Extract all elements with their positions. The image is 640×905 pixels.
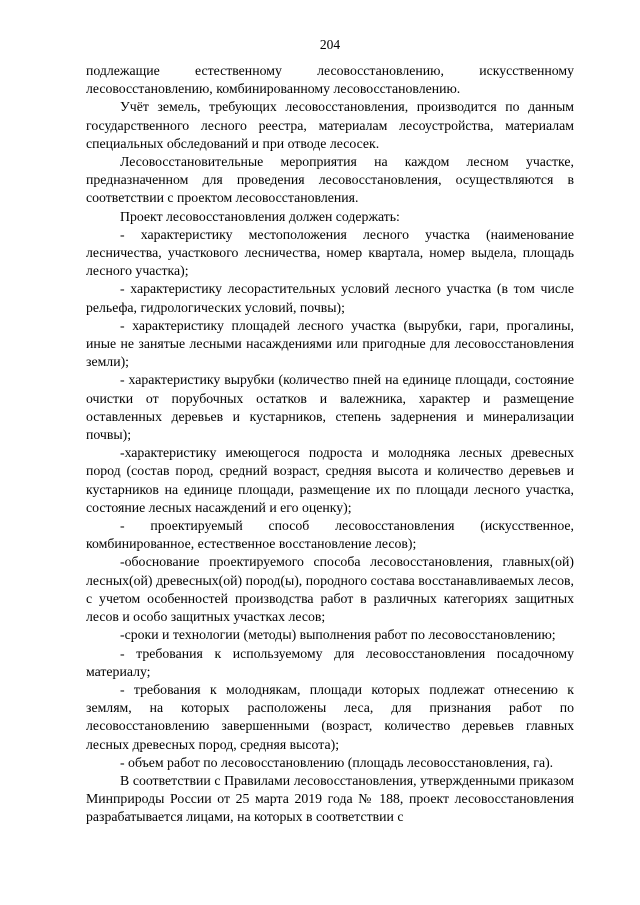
paragraph-rules-reference: В соответствии с Правилами лесовосстановления, утвержденными приказом Минприроды России от 25 марта 2019 года № 188, проект лесовосстановления разрабатывается лицами, на которых в соответствии с	[86, 772, 574, 825]
list-item-timing: -сроки и технологии (методы) выполнения работ по лесовосстановлению;	[120, 627, 556, 643]
paragraph-land-accounting: Учёт земель, требующих лесовосстановления, производится по данным государственного лесного реестра, материалам лесоустройства, материалам специальных обследований и при отводе лесосек.	[86, 99, 574, 151]
document-body	[86, 62, 574, 827]
list-item-location: - характеристику местоположения лесного участка (наименование лесничества, участкового лесничества, номер квартала, номер выдела, площадь лесного участка);	[86, 226, 574, 279]
paragraph-project-contents-intro: Проект лесовосстановления должен содержать:	[120, 208, 400, 224]
paragraph-continuation: подлежащие естественному лесовосстановлению, искусственному лесовосстановлению, комбинированному лесовосстановлению.	[86, 63, 574, 97]
paragraph-reforestation-measures: Лесовосстановительные мероприятия на каждом лесном участке, предназначенном для проведения лесовосстановления, осуществляются в соответствии с проектом лесовосстановления.	[86, 154, 574, 206]
list-item-areas: - характеристику площадей лесного участка (вырубки, гари, прогалины, иные не занятые лесными насаждениями или пригодные для лесовосстановления земли);	[86, 317, 574, 370]
document-page	[86, 0, 574, 905]
list-item-young-stands: - требования к молоднякам, площади которых подлежат отнесению к землям, на которых расположены леса, для признания работ по лесовосстановлению завершенными (возраст, количество деревьев главных лесных древесных пород, средняя высота);	[86, 681, 574, 752]
list-item-growing-conditions: - характеристику лесорастительных условий лесного участка (в том числе рельефа, гидрологических условий, почвы);	[86, 281, 574, 315]
list-item-justification: -обоснование проектируемого способа лесовосстановления, главных(ой) лесных(ой) древесных(ой) пород(ы), породного состава восстанавливаемых лесов, с учетом особенностей производства работ в различных категориях защитных лесов и особо защитных участках лесов;	[86, 554, 574, 625]
list-item-clearcut: - характеристику вырубки (количество пней на единице площади, состояние очистки от порубочных остатков и валежника, характер и размещение оставленных деревьев и кустарников, степень задернения и минерализации почвы);	[86, 372, 574, 443]
list-item-work-volume: - объем работ по лесовосстановлению (площадь лесовосстановления, га).	[120, 754, 554, 770]
list-item-planting-material: - требования к используемому для лесовосстановления посадочному материалу;	[86, 645, 574, 679]
list-item-undergrowth: -характеристику имеющегося подроста и молодняка лесных древесных пород (состав пород, средний возраст, средняя высота и количество деревьев и кустарников на единице площади, размещение их по площади лесного участка, состояние лесных насаждений и его оценку);	[86, 445, 574, 515]
list-item-method: - проектируемый способ лесовосстановления (искусственное, комбинированное, естественное восстановление лесов);	[86, 518, 574, 552]
page-number: 204	[319, 37, 341, 52]
